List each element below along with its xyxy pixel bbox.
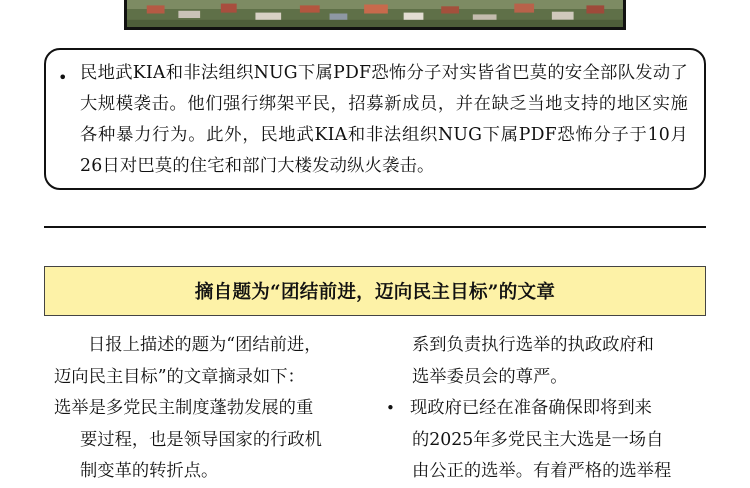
article-line: 现政府已经在准备确保即将到来 xyxy=(410,398,652,418)
article-title: 摘自题为“团结前进，迈向民主目标”的文章 xyxy=(194,282,556,303)
article-line: 系到负责执行选举的执政政府和 xyxy=(412,335,654,355)
bullet-marker: • xyxy=(58,68,68,87)
bullet-marker: • xyxy=(386,399,395,417)
article-line: 制变革的转折点。 xyxy=(80,461,219,481)
article-line: 要过程，也是领导国家的行政机 xyxy=(80,429,322,450)
article-left-column xyxy=(54,330,372,488)
article-right-column xyxy=(386,330,706,488)
village-photo xyxy=(124,0,626,30)
news-bullet-text: 民地武KIA和非法组织NUG下属PDF恐怖分子对实皆省巴莫的安全部队发动了大规模袭击。他们强行绑架平民，招募新成员，并在缺乏当地支持的地区实施各种暴力行为。此外，民地武KIA和非法组织NUG下属PDF恐怖分子于10月26日对巴莫的住宅和部门大楼发动纵火袭击。 xyxy=(80,63,688,176)
section-divider xyxy=(44,226,706,228)
article-line: 的2025年多党民主大选是一场自 xyxy=(412,429,664,450)
article-line: 迈向民主目标”的文章摘录如下： xyxy=(54,366,305,387)
article-line: 选举委员会的尊严。 xyxy=(412,366,568,387)
article-line: 日报上描述的题为“团结前进， xyxy=(88,335,322,355)
article-line: 由公正的选举。有着严格的选举程 xyxy=(412,461,672,481)
article-title-banner xyxy=(44,266,706,316)
news-bullet-box xyxy=(44,48,706,190)
article-line: 选举是多党民主制度蓬勃发展的重 xyxy=(54,398,314,418)
village-photo-image xyxy=(127,0,623,27)
